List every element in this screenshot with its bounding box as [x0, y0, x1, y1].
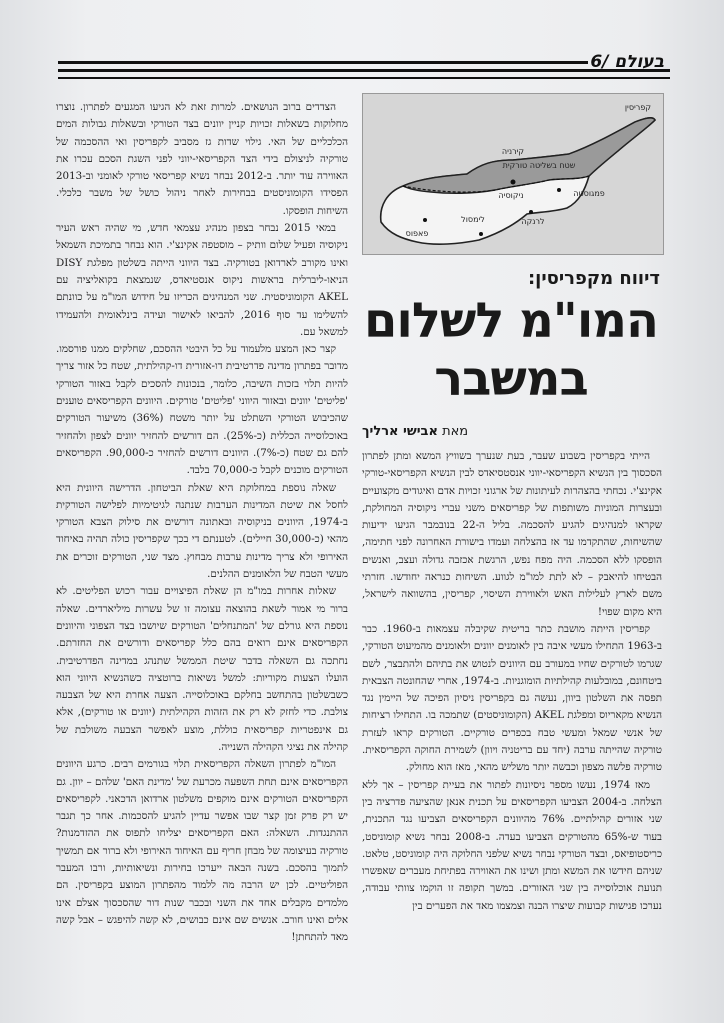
byline-prefix: מאת — [442, 424, 469, 439]
article-paragraph: קפריסין הייתה מושבת כתר בריטית שקיבלה עצמאות ב-1960. כבר ב-1963 התחילו מעשי איבה בין לאומנים יוונים ולאומנים מהמיעוט הטורקי, שגרמו לטורקים שחיו במעורב עם היוונים לנטוש את בתיהם ולהתבצר, לשם ביטחונם, במובלעות קהילתיות הומוגניות. ב-1974, אחרי שהחונטה הצבאית תפסה את השלטון ביוון, נעשה גם בקפריסין ניסיון הפיכה של היימין נגד הנשיא מקאריוס ומפלגת AKEL (הקומוניסטים) שתמכה בו. התחילו רציחות של אנשי שמאל ומעשי טבח בכפרים טורקיים. הטורקים קראו לעזרת טורקיה שהייתה ערבה (יחד עם בריטניה ויוון) לשמירת החוקה הקפריסאית. טורקיה פלשה מצפון וכבשה יותר משליש מהאי, מאז הוא מחולק. — [362, 622, 662, 774]
article-paragraph: הצדדים ברוב הנושאים. למרות זאת לא הגיעו המגעים לפתרון. נוצרו מחלוקות בשאלות זכויות קניין יוונים בצד הטורקי ובשאלות גבולות המים הכלכליים של האי. גילוי שדות גז מסביב לקפריסין ואי ההסכמה של טורקיה לניצולם בידי הצד הקפריסאי-יווני לפני השגת הסכם עכרו את האווירה עוד יותר. ב-2012 נבחר נשיא קפריסאי טורקי לאומני וב-2013 הפסידו הקומוניסטים בבחירות לאחר ניהול כושל של משבר כלכלי. השיחות הופסקו. — [56, 101, 349, 217]
header-rule — [58, 77, 670, 79]
header-rule — [58, 61, 588, 64]
north-zone-label: שטח בשליטה טורקית — [502, 161, 576, 170]
nicosia-label: ניקוסיה — [498, 191, 524, 200]
page-header — [58, 52, 670, 86]
nicosia-marker — [511, 180, 516, 185]
cyprus-map — [362, 93, 664, 255]
cyprus-map-graphic — [363, 94, 663, 254]
header-rule — [58, 69, 670, 72]
byline-author: אבישי ארליך — [362, 424, 438, 439]
article-paragraph: המו"מ לפתרון השאלה הקפריסאית תלוי בגורמים רבים. כרגע היוונים הקפריסאים אינם תחת השפעה מכרעת של 'מדינת האם' שלהם – יוון. גם הקפריסאים הטורקים אינם מוקפים משלטון ארדואן הדכאני. לקפריסאים יש רק פרק זמן קצר שבו אפשר עדיין להגיע להסכמות. אחר כך תגבר ההתנגדות. השאלה: האם הקפריסאים יצליחו לתפוס את ההזדמנות? טורקיה בעיצומה של מבחן חריף עם האיחוד האירופי ולא ברור אם תמשיך לתמוך בהסכם. בשנה הבאה ייערכו בחירות ונשיאותיות, ורבו המעבר הפוליטיים. לכן יש הרבה מה ללמוד מהפתרון המוצע בקפריסין. הם מלמדים מקבלים אחד את השני ובכבר שנות דור שהסכסוך אצלם אינו אלים ואינו חורב. אנשים שם אינם כבושים, לא קשה להיפגש – אבל קשה מאד להתחתן! — [56, 758, 348, 944]
section-title: בעולם /6 — [590, 52, 664, 72]
article-column-right — [362, 448, 662, 978]
famagusta-label: פמגוסטה — [573, 189, 605, 198]
limassol-marker — [479, 232, 483, 236]
famagusta-marker — [557, 188, 561, 192]
article-column-left — [56, 99, 348, 979]
article-paragraph: קצר כאן המצע מלעמוד על כל היבטי ההסכם, שחלקים ממנו פורסמו. מדובר בפתרון מדינה פדרטיבית דו-אזורית דו-קהילתית, שטח כל אזור צריך להיות תלוי בזכות השיבה, כלומר, בנכונות להסכים לקבל באזור הטורקי 'פליטים' יוונים ובאזור היווני 'פליטים' טורקים. היוונים הקפריסאים טוענים שהכיבוש הטורקי השתלט על יותר משטח (36%) משיעור הטורקים באוכלוסייה הכללית (כ-25%). הם דורשים להחזיר יוונים לצפון ולהחזיר להם גם שטח (כ-7%). היוונים דורשים להחזיר כ-90,000. הקפריסאים הטורקים מוכנים לקבל כ-70,000 בלבד. — [56, 343, 348, 477]
article-paragraph: הייתי בקפריסין בשבוע שעבר, בעת שנערך בשוויץ המשא ומתן לפתרון הסכסוך בין הנשיא הקפריסאי-יווני אנסטסיאדס לבין הנשיא הקפריסאי-טורקי אקינצ'י. נכחתי בהצהרות לעיתונות של ארגוני זכויות אדם ואיגודים מקצועיים ובעצרות המוניות משותפות של קפריסאים משני עברי ניקוסיה המחולקת, שקראו למנהיגים להגיע להסכמה. בליל ה-22 בנובמבר הגיעו ידיעות שהשיחות, שהתקדמו עד אז בהצלחה ועמדו בישורת האחרונה לפני חתימה, הופסקו ללא הסכמה. היה מפח נפש, הרגשת אכזבה גדולה ועצב, ואנשים הבטיחו להיאבק – לא לתת למו"מ לגווע. השיחות כנראה יחודשו. חזרתי משם לארץ לעלילות האש ולאווירת השיסוי, קפריסין, בהשוואה לישראל, היא מקום שפוי! — [362, 450, 662, 618]
headline-line: במשבר — [434, 351, 588, 407]
paphos-label: פאפוס — [405, 229, 429, 238]
limassol-label: לימסול — [461, 215, 485, 224]
article-byline — [362, 424, 660, 439]
headline-line: המו"מ לשלום — [363, 293, 658, 349]
article-paragraph: מאז 1974, נעשו מספר ניסיונות לפתור את בעיית קפריסין – אך ללא הצלחה. ב-2004 הצביעו הקפריסאים על תכנית אנאן שהציעה פדרציה בין שני אזורים קהילתיים. 76% מהיוונים הקפריסאים הצביעו נגד התכנית, בעוד ש-65% מהטורקים הצביעו בעדה. ב-2008 נבחר נשיא קומוניסט, כריסטופיאס, ובצד הטורקי נבחר נשיא שלפני החלוקה היה קומוניסט, טלאט. שניהם חידשו את המשא ומתן ושינו את האווירה בפתיחת מעברים שאפשרו תנועת אוכלוסייה בין שני האזורים. במשך תקופה זו הוקמו צוותי עבודה, נערכו פגישות קבועות שיצרו הבנה וצמצמו מאד את הפערים בין — [362, 778, 663, 912]
paphos-marker — [423, 218, 427, 222]
article-kicker: דיווח מקפריסין: — [527, 268, 660, 289]
article-paragraph: שאלה נוספת במחלוקת היא שאלת הביטחון. הדרישה היוונית היא לחסל את שיטת המדינות הערבות שנתנה לגיטימיות לפלישה הטורקית ב-1974, היוונים בניקוסיה ובאתונה דורשים את סילוק הצבא הטורקי מהאי (כ-30,000 חיילים). לטענתם די בכך שקפריסין כולה תהיה באיחוד האירופי ולא צריך מדינות ערבות מבחוץ. מצד שני, הטורקים זוכרים את מעשי הטבח של הלאומנים ההלנים. — [56, 481, 349, 581]
larnaca-marker — [529, 210, 533, 214]
larnaca-label: לרנקה — [521, 217, 545, 226]
article-paragraph: שאלות אחרות במו"מ הן שאלת הפיצויים עבור רכוש הפליטים. לא ברור מי אמור לשאת בהוצאה עצומה זו של עשרות מיליארדים. שאלה נוספת היא גורלם של 'המתנחלים' הטורקים שיושבו בצד הצפוני והיוונים הקפריסאים אינם רואים בהם כלל קפריסאים ודורשים את החזרתם. נחתכה גם השאלה בדבר שיטת הממשל שתנהג במדינה הפדרטיבית. הועלו הצעות מקוריות: למשל נשיאות ברוטציה כשהנשיא היווני הוא כשבשלטון בהתחשב בחלקם באוכלוסייה. הצעה אחרת היא של הצבעה צולבת. כדי לחזק לא רק את הזהות הקהילתית (יוונים או טורקים), אלא גם אינפטריות קפריסאית כוללת, מוצע לאפשר הצבעה משולבת של קהילה את נציגי הקהילה השנייה. — [56, 585, 348, 753]
kyrenia-label: קירניה — [501, 147, 525, 156]
article-paragraph: במאי 2015 נבחר בצפון מנהיג עצמאי חדש, מי שהיה ראש העיר ניקוסיה ופעיל שלום וותיק – מוסטפה אקינצ'י. הוא נבחר בתמיכת השמאל ואינו מקורב לארדואן בטורקיה. בצד היווני הייתה בשלטון מפלגת DISY הניאו-ליברלית בראשות ניקוס אנסטיאדס, שנמצאת בקואליציה עם AKEL הקומוניסטית. שני המנהיגים הכריזו על חידוש המו"מ על כוונתם להשלימו עד סוף 2016, להביאו לאישור ועידה בינלאומית ולהעמידו למשאל עם. — [56, 222, 348, 338]
map-title-label: קפריסין — [624, 103, 651, 112]
article-headline — [362, 292, 660, 408]
